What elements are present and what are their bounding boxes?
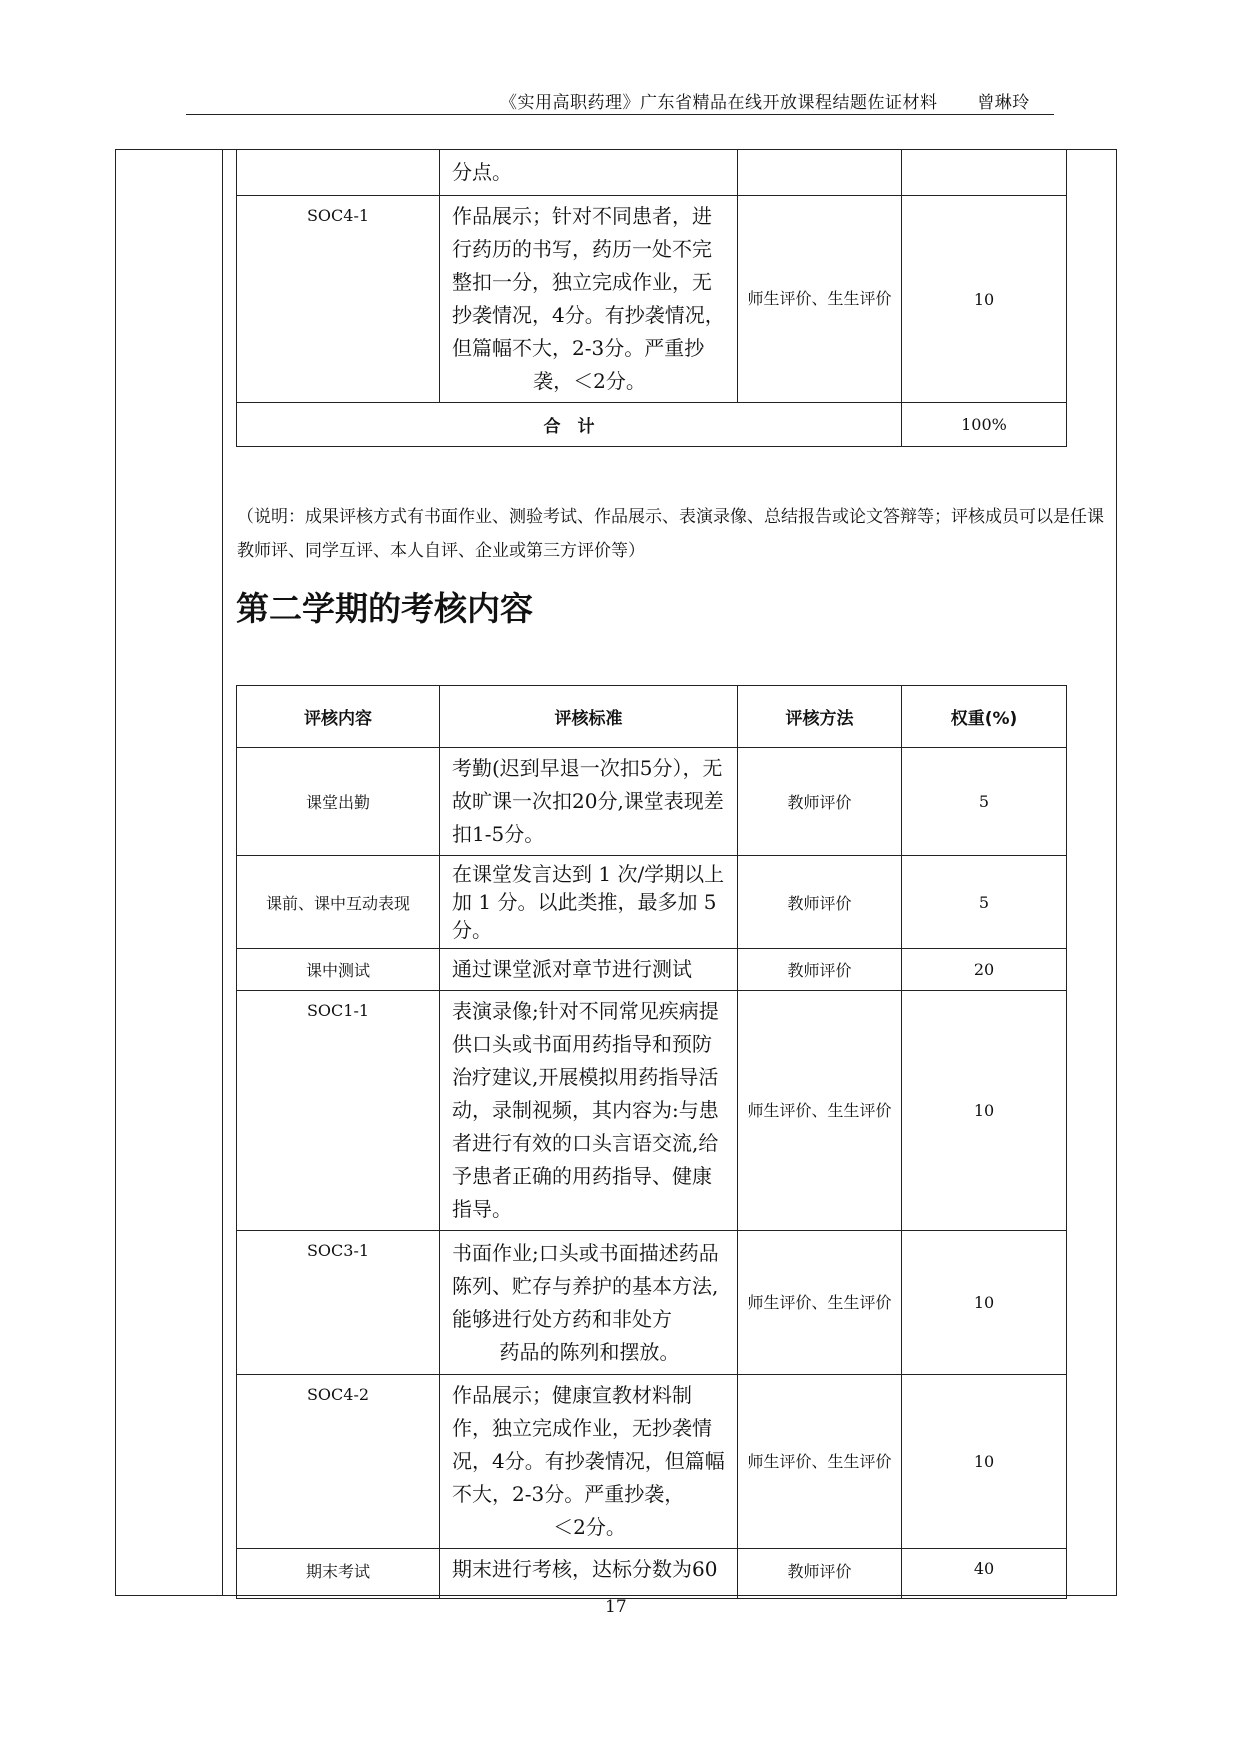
cell-standard: 期末进行考核，达标分数为60 <box>440 1549 738 1599</box>
cell-content: 期末考试 <box>237 1549 440 1599</box>
standard-text-last: ＜2分。 <box>553 1515 626 1539</box>
page-header <box>500 88 1030 113</box>
cell-weight: 10 <box>902 1375 1067 1549</box>
cell-method: 教师评价 <box>738 856 902 949</box>
cell-method: 教师评价 <box>738 949 902 991</box>
total-row <box>237 403 1067 447</box>
cell-weight: 5 <box>902 856 1067 949</box>
cell-weight: 40 <box>902 1549 1067 1599</box>
cell-method: 师生评价、生生评价 <box>738 196 902 403</box>
cell-content <box>237 150 440 196</box>
cell-standard: 表演录像;针对不同常见疾病提供口头或书面用药指导和预防治疗建议,开展模拟用药指导活动，录制视频，其内容为:与患者进行有效的口头言语交流,给予患者正确的用药指导、健康指导。 <box>440 991 738 1231</box>
cell-method <box>738 150 902 196</box>
header-method: 评核方法 <box>738 686 902 748</box>
header-content: 评核内容 <box>237 686 440 748</box>
cell-weight: 10 <box>902 196 1067 403</box>
assessment-table-2 <box>236 685 1067 1599</box>
cell-content: 课前、课中互动表现 <box>237 856 440 949</box>
cell-method: 师生评价、生生评价 <box>738 1375 902 1549</box>
cell-content: SOC3-1 <box>237 1231 440 1375</box>
table-row <box>237 1375 1067 1549</box>
cell-weight: 10 <box>902 1231 1067 1375</box>
table-row <box>237 991 1067 1231</box>
table-row <box>237 1231 1067 1375</box>
header-weight: 权重(%) <box>902 686 1067 748</box>
cell-standard: 考勤(迟到早退一次扣5分），无故旷课一次扣20分,课堂表现差扣1-5分。 <box>440 748 738 856</box>
cell-weight <box>902 150 1067 196</box>
table-row <box>237 856 1067 949</box>
table-row <box>237 748 1067 856</box>
cell-content: SOC4-1 <box>237 196 440 403</box>
standard-text: 作品展示；针对不同患者，进行药历的书写，药历一处不完整扣一分，独立完成作业，无抄袭情况，4分。有抄袭情况，但篇幅不大，2-3分。严重抄 <box>452 204 725 360</box>
cell-standard: 通过课堂派对章节进行测试 <box>440 949 738 991</box>
explanation-note: （说明：成果评核方式有书面作业、测验考试、作品展示、表演录像、总结报告或论文答辩等；评核成员可以是任课教师评、同学互评、本人自评、企业或第三方评价等） <box>237 507 1104 561</box>
table-row <box>237 196 1067 403</box>
cell-weight: 20 <box>902 949 1067 991</box>
header-standard: 评核标准 <box>440 686 738 748</box>
cell-content: SOC4-2 <box>237 1375 440 1549</box>
page-number: 17 <box>605 1597 627 1617</box>
total-value: 100% <box>902 403 1067 447</box>
table-row <box>237 1549 1067 1599</box>
cell-method: 师生评价、生生评价 <box>738 991 902 1231</box>
section-heading: 第二学期的考核内容 <box>236 589 533 628</box>
outer-column-divider <box>222 149 223 1596</box>
standard-text-last: 药品的陈列和摆放。 <box>499 1339 680 1364</box>
cell-weight: 10 <box>902 991 1067 1231</box>
table-row <box>237 150 1067 196</box>
table-header-row <box>237 686 1067 748</box>
header-author: 曾琳玲 <box>977 93 1030 113</box>
cell-content: 课堂出勤 <box>237 748 440 856</box>
header-title: 《实用高职药理》广东省精品在线开放课程结题佐证材料 <box>500 93 938 113</box>
total-label: 合 计 <box>237 403 902 447</box>
cell-content: 课中测试 <box>237 949 440 991</box>
assessment-table-1 <box>236 149 1067 447</box>
table-row <box>237 949 1067 991</box>
cell-method: 师生评价、生生评价 <box>738 1231 902 1375</box>
cell-standard: 在课堂发言达到 1 次/学期以上加 1 分。以此类推，最多加 5 分。 <box>440 856 738 949</box>
standard-text-last: 袭，＜2分。 <box>533 369 646 393</box>
cell-standard <box>440 1375 738 1549</box>
cell-standard <box>440 196 738 403</box>
cell-standard <box>440 1231 738 1375</box>
standard-text: 书面作业;口头或书面描述药品陈列、贮存与养护的基本方法,能够进行处方药和非处方 <box>452 1240 719 1331</box>
cell-weight: 5 <box>902 748 1067 856</box>
cell-standard: 分点。 <box>440 150 738 196</box>
cell-method: 教师评价 <box>738 748 902 856</box>
standard-text: 作品展示；健康宣教材料制作，独立完成作业，无抄袭情况，4分。有抄袭情况，但篇幅不大，2-3分。严重抄袭， <box>452 1383 725 1506</box>
header-rule <box>186 114 1054 115</box>
cell-method: 教师评价 <box>738 1549 902 1599</box>
cell-content: SOC1-1 <box>237 991 440 1231</box>
